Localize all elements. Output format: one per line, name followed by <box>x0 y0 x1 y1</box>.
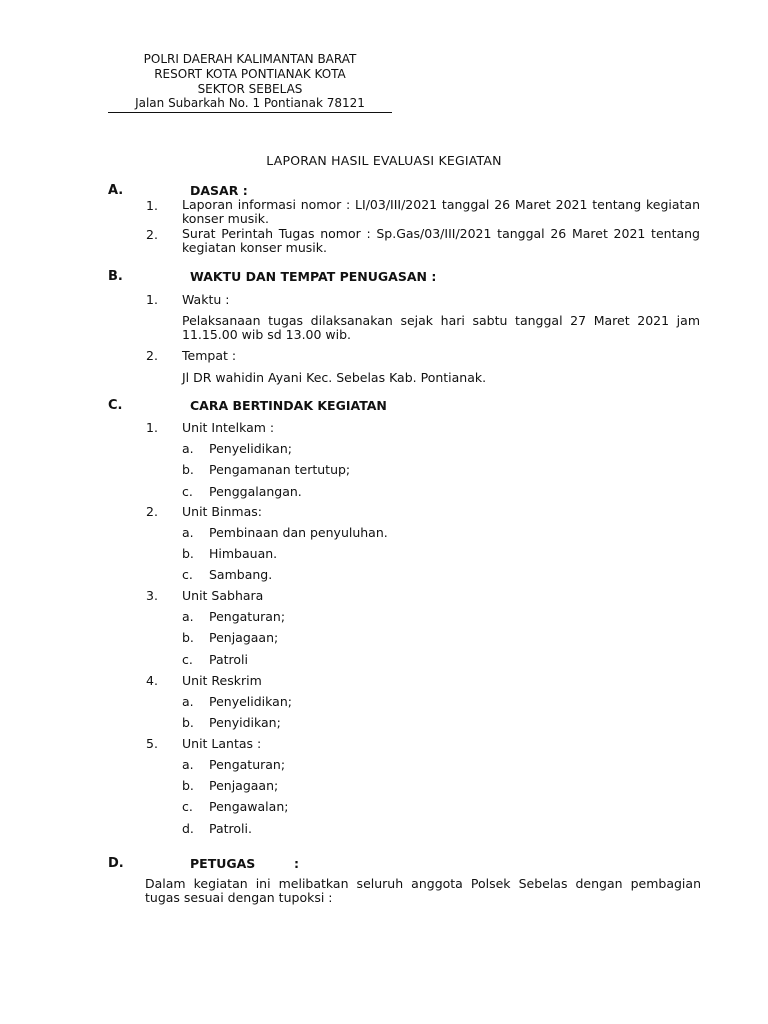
section-d-letter: D. <box>108 856 124 871</box>
section-d-text: Dalam kegiatan ini melibatkan seluruh anggota Polsek Sebelas dengan pembagian tugas sesuai dengan tupoksi : <box>145 876 701 905</box>
section-a-heading: DASAR : <box>190 183 248 198</box>
unit-2-sub-a-letter: a. <box>182 525 194 540</box>
section-a-letter: A. <box>108 183 124 198</box>
unit-4-number: 4. <box>146 673 158 688</box>
unit-1-sub-c-letter: c. <box>182 484 193 499</box>
unit-1-sub-b-text: Pengamanan tertutup; <box>209 462 351 477</box>
unit-1-sub-a-text: Penyelidikan; <box>209 441 292 456</box>
unit-3-sub-a-text: Pengaturan; <box>209 609 286 624</box>
header-address: Jalan Subarkah No. 1 Pontianak 78121 <box>135 96 365 110</box>
unit-5-label: Unit Lantas : <box>182 736 262 751</box>
unit-3-label: Unit Sabhara <box>182 588 264 603</box>
unit-3-sub-b-text: Penjagaan; <box>209 630 279 645</box>
section-b-item-2-text: Jl DR wahidin Ayani Kec. Sebelas Kab. Pontianak. <box>182 370 487 385</box>
unit-2-sub-a-text: Pembinaan dan penyuluhan. <box>209 525 388 540</box>
section-b-item-1-label: Waktu : <box>182 292 230 307</box>
unit-2-label: Unit Binmas: <box>182 504 262 519</box>
unit-3-sub-b-letter: b. <box>182 630 194 645</box>
section-a-item-1-number: 1. <box>146 198 158 213</box>
unit-1-sub-c-text: Penggalangan. <box>209 484 302 499</box>
header-line-3: SEKTOR SEBELAS <box>197 82 303 96</box>
unit-3-number: 3. <box>146 588 158 603</box>
unit-4-sub-b-letter: b. <box>182 715 194 730</box>
section-a-item-1-text: Laporan informasi nomor : LI/03/III/2021 tanggal 26 Maret 2021 tentang kegiatan konser musik. <box>182 197 700 226</box>
unit-5-sub-c-text: Pengawalan; <box>209 799 289 814</box>
unit-5-sub-b-letter: b. <box>182 778 194 793</box>
section-a-item-2-text: Surat Perintah Tugas nomor : Sp.Gas/03/III/2021 tanggal 26 Maret 2021 tentang kegiatan konser musik. <box>182 226 700 255</box>
unit-2-sub-c-text: Sambang. <box>209 567 273 582</box>
unit-4-sub-a-letter: a. <box>182 694 194 709</box>
unit-4-label: Unit Reskrim <box>182 673 262 688</box>
section-b-item-1-text: Pelaksanaan tugas dilaksanakan sejak hari sabtu tanggal 27 Maret 2021 jam 11.15.00 wib sd 13.00 wib. <box>182 313 700 342</box>
section-b-item-2-label: Tempat : <box>182 348 237 363</box>
unit-5-sub-b-text: Penjagaan; <box>209 778 279 793</box>
unit-4-sub-a-text: Penyelidikan; <box>209 694 292 709</box>
unit-2-sub-b-letter: b. <box>182 546 194 561</box>
unit-1-sub-b-letter: b. <box>182 462 194 477</box>
unit-2-sub-b-text: Himbauan. <box>209 546 278 561</box>
unit-3-sub-c-letter: c. <box>182 652 193 667</box>
section-b-letter: B. <box>108 269 123 284</box>
header-underline <box>108 112 392 113</box>
section-b-item-2-number: 2. <box>146 348 158 363</box>
unit-4-sub-b-text: Penyidikan; <box>209 715 281 730</box>
section-a-item-2-number: 2. <box>146 227 158 242</box>
section-b-item-1-number: 1. <box>146 292 158 307</box>
unit-5-sub-c-letter: c. <box>182 799 193 814</box>
document-title: LAPORAN HASIL EVALUASI KEGIATAN <box>266 153 502 168</box>
unit-1-number: 1. <box>146 420 158 435</box>
unit-3-sub-c-text: Patroli <box>209 652 248 667</box>
unit-2-number: 2. <box>146 504 158 519</box>
unit-5-sub-a-text: Pengaturan; <box>209 757 286 772</box>
header-line-2: RESORT KOTA PONTIANAK KOTA <box>154 67 346 81</box>
unit-5-sub-d-text: Patroli. <box>209 821 252 836</box>
unit-2-sub-c-letter: c. <box>182 567 193 582</box>
unit-1-label: Unit Intelkam : <box>182 420 275 435</box>
unit-5-number: 5. <box>146 736 158 751</box>
section-c-letter: C. <box>108 398 123 413</box>
section-d-colon: : <box>294 856 299 871</box>
header-line-1: POLRI DAERAH KALIMANTAN BARAT <box>143 52 357 66</box>
section-d-heading: PETUGAS <box>190 856 256 871</box>
unit-1-sub-a-letter: a. <box>182 441 194 456</box>
section-c-heading: CARA BERTINDAK KEGIATAN <box>190 398 387 413</box>
section-b-heading: WAKTU DAN TEMPAT PENUGASAN : <box>190 269 437 284</box>
unit-5-sub-a-letter: a. <box>182 757 194 772</box>
unit-5-sub-d-letter: d. <box>182 821 194 836</box>
unit-3-sub-a-letter: a. <box>182 609 194 624</box>
